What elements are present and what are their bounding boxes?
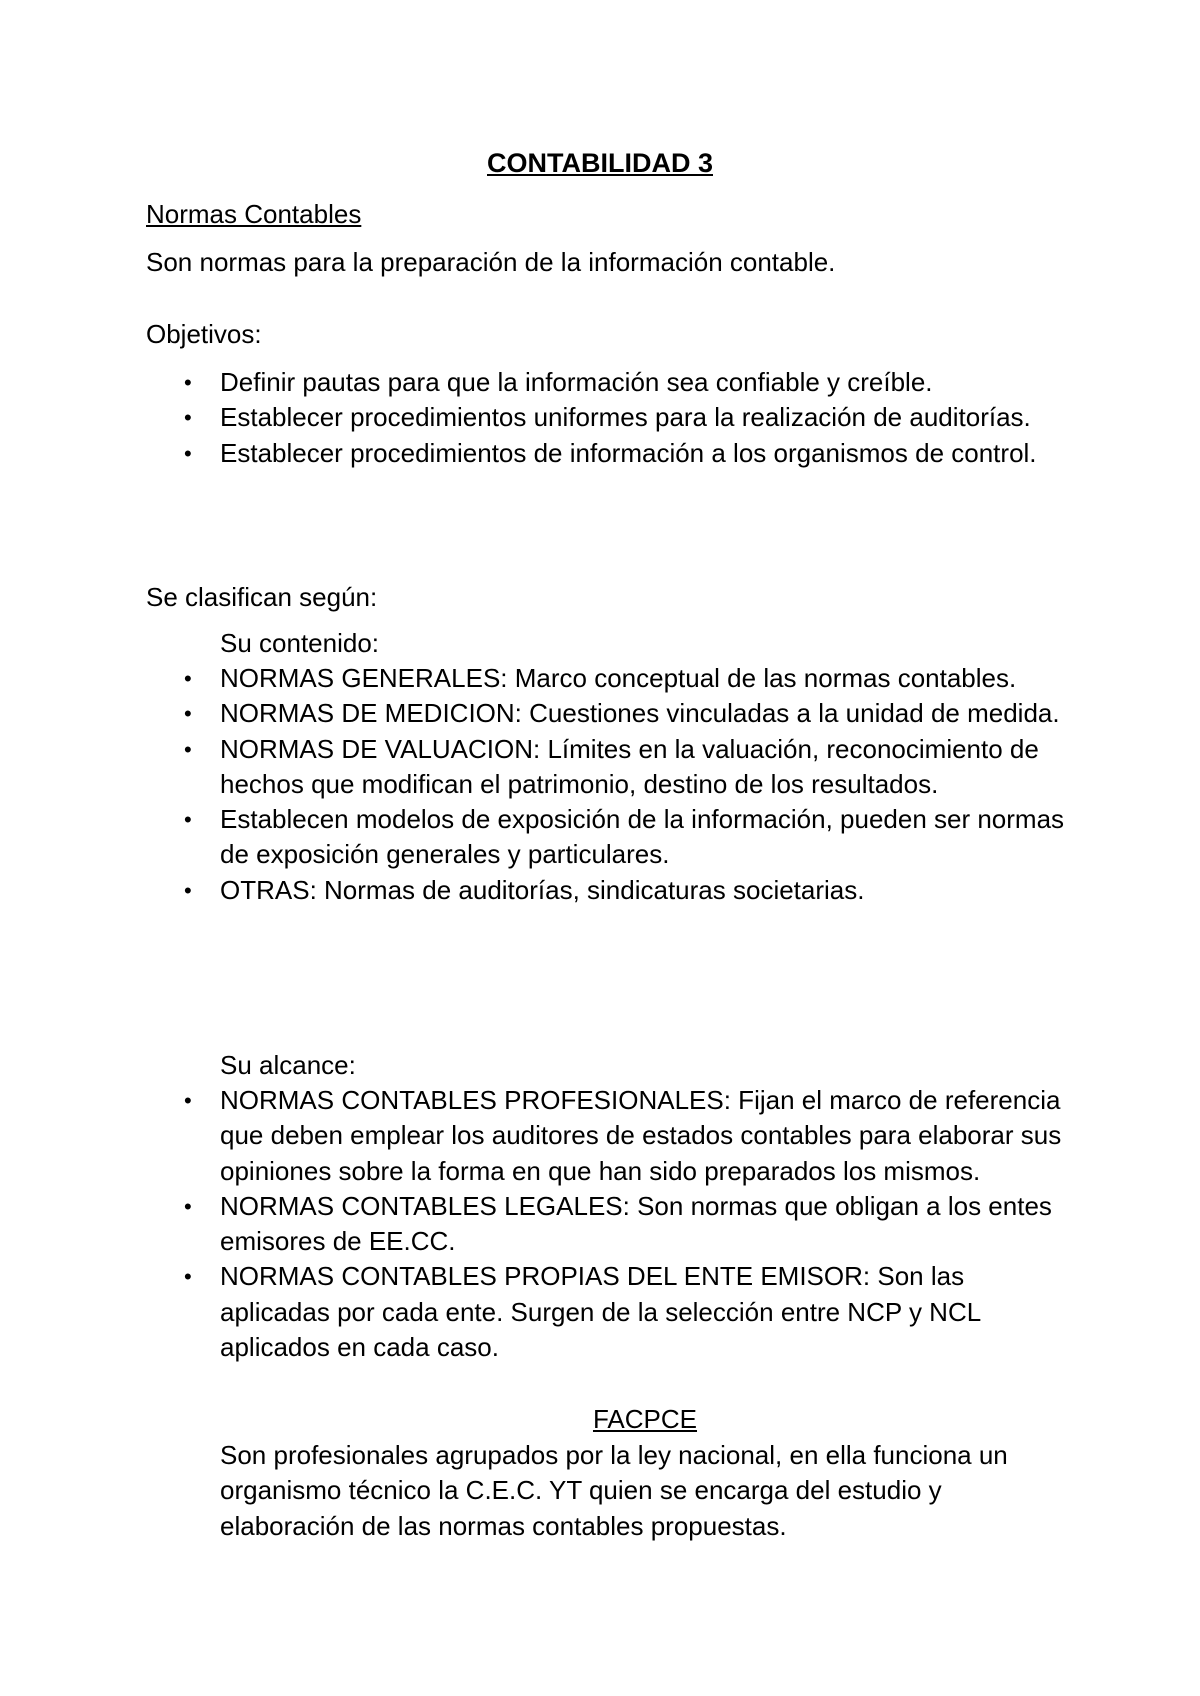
list-item (0, 873, 1070, 908)
bullet-icon: • (184, 1193, 192, 1219)
list-item (0, 1259, 1070, 1365)
list-item-text: Establecer procedimientos de información a los organismos de control. (220, 437, 1037, 468)
list-item (0, 365, 1070, 400)
clasificacion-label: Se clasifican según: (146, 582, 378, 612)
bullet-icon: • (184, 666, 192, 691)
bullet-icon: • (184, 736, 192, 762)
list-item (0, 1083, 1070, 1189)
alcance-list (0, 1083, 1200, 1365)
contenido-label: Su contenido: (220, 628, 380, 658)
list-item (0, 400, 1070, 435)
contenido-list (0, 661, 1200, 908)
list-item-text: NORMAS CONTABLES PROFESIONALES: Fijan el marco de referencia que deben emplear los auditores de estados contables para elaborar sus opiniones sobre la forma en que han sido preparados los mismos. (220, 1085, 1062, 1186)
bullet-icon: • (184, 440, 192, 466)
bullet-icon: • (184, 1264, 192, 1290)
objetivos-list (0, 365, 1200, 471)
bullet-icon: • (184, 807, 192, 833)
list-item-text: Establecen modelos de exposición de la información, pueden ser normas de exposición generales y particulares. (220, 804, 1065, 870)
list-item (0, 802, 1070, 873)
section-heading-normas-contables: Normas Contables (146, 199, 362, 229)
facpce-text: Son profesionales agrupados por la ley nacional, en ella funciona un organismo técnico la C.E.C. YT quien se encarga del estudio y elaboración de las normas contables propuestas. (220, 1440, 1008, 1541)
list-item-text: Definir pautas para que la información sea confiable y creíble. (220, 367, 933, 397)
bullet-icon: • (184, 405, 192, 431)
page-title: CONTABILIDAD 3 (487, 148, 713, 178)
list-item (0, 696, 1070, 731)
list-item-text: OTRAS: Normas de auditorías, sindicaturas societarias. (220, 874, 865, 905)
list-item-text: NORMAS CONTABLES LEGALES: Son normas que obligan a los entes emisores de EE.CC. (220, 1190, 1052, 1257)
list-item (0, 436, 1070, 471)
objetivos-label: Objetivos: (146, 319, 262, 349)
list-item (0, 661, 1070, 696)
list-item-text: NORMAS DE VALUACION: Límites en la valuación, reconocimiento de hechos que modifican el patrimonio, destino de los resultados. (220, 733, 1039, 799)
bullet-icon: • (184, 877, 192, 903)
list-item (0, 1189, 1070, 1260)
bullet-icon: • (184, 701, 192, 727)
alcance-label: Su alcance: (220, 1050, 356, 1080)
list-item-text: NORMAS DE MEDICION: Cuestiones vinculadas a la unidad de medida. (220, 698, 1060, 729)
bullet-icon: • (184, 1088, 192, 1113)
list-item-text: Establecer procedimientos uniformes para la realización de auditorías. (220, 402, 1031, 433)
facpce-heading: FACPCE (592, 1404, 698, 1434)
definition-text: Son normas para la preparación de la información contable. (146, 247, 836, 277)
list-item-text: NORMAS GENERALES: Marco conceptual de las normas contables. (220, 663, 1017, 693)
bullet-icon: • (184, 370, 192, 395)
list-item-text: NORMAS CONTABLES PROPIAS DEL ENTE EMISOR: Son las aplicadas por cada ente. Surgen de la selección entre NCP y NCL aplicados en cada caso. (220, 1261, 981, 1363)
list-item (0, 732, 1070, 803)
